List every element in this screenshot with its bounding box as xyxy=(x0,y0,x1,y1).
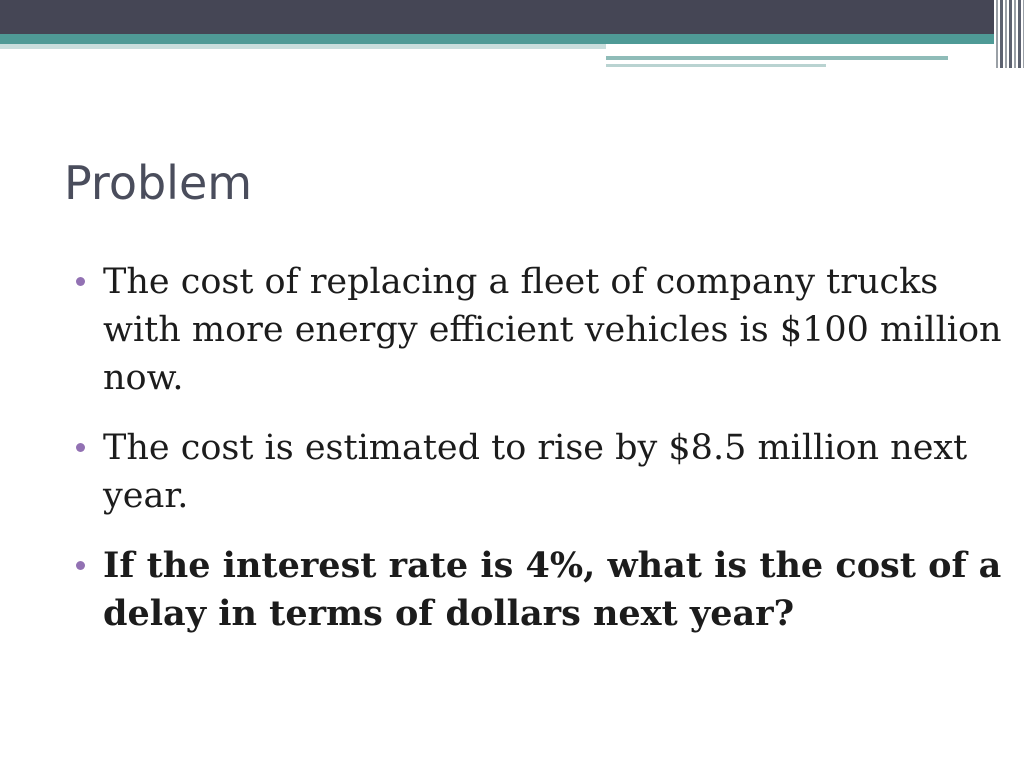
header-bar xyxy=(0,0,1024,34)
bullet-text: The cost is estimated to rise by $8.5 million next year. xyxy=(103,428,968,516)
bullet-text: If the interest rate is 4%, what is the cost of a delay in terms of dollars next year? xyxy=(103,545,1002,634)
header-stripes xyxy=(994,0,1024,68)
header-accent-band xyxy=(0,34,1024,44)
header-right-line xyxy=(606,56,948,60)
bullet-dot-icon xyxy=(76,443,85,452)
header-accent-line xyxy=(0,44,606,49)
bullet-list xyxy=(72,258,1002,660)
bullet-dot-icon xyxy=(76,277,85,286)
bullet-dot-icon xyxy=(76,561,85,570)
bullet-item xyxy=(72,258,1002,402)
bullet-item xyxy=(72,424,1002,520)
slide-title: Problem xyxy=(64,156,253,210)
header-right-line-secondary xyxy=(606,64,826,67)
bullet-item-question xyxy=(72,542,1002,638)
bullet-text: The cost of replacing a fleet of company trucks with more energy efficient vehicles is $100 million now. xyxy=(103,262,1002,398)
